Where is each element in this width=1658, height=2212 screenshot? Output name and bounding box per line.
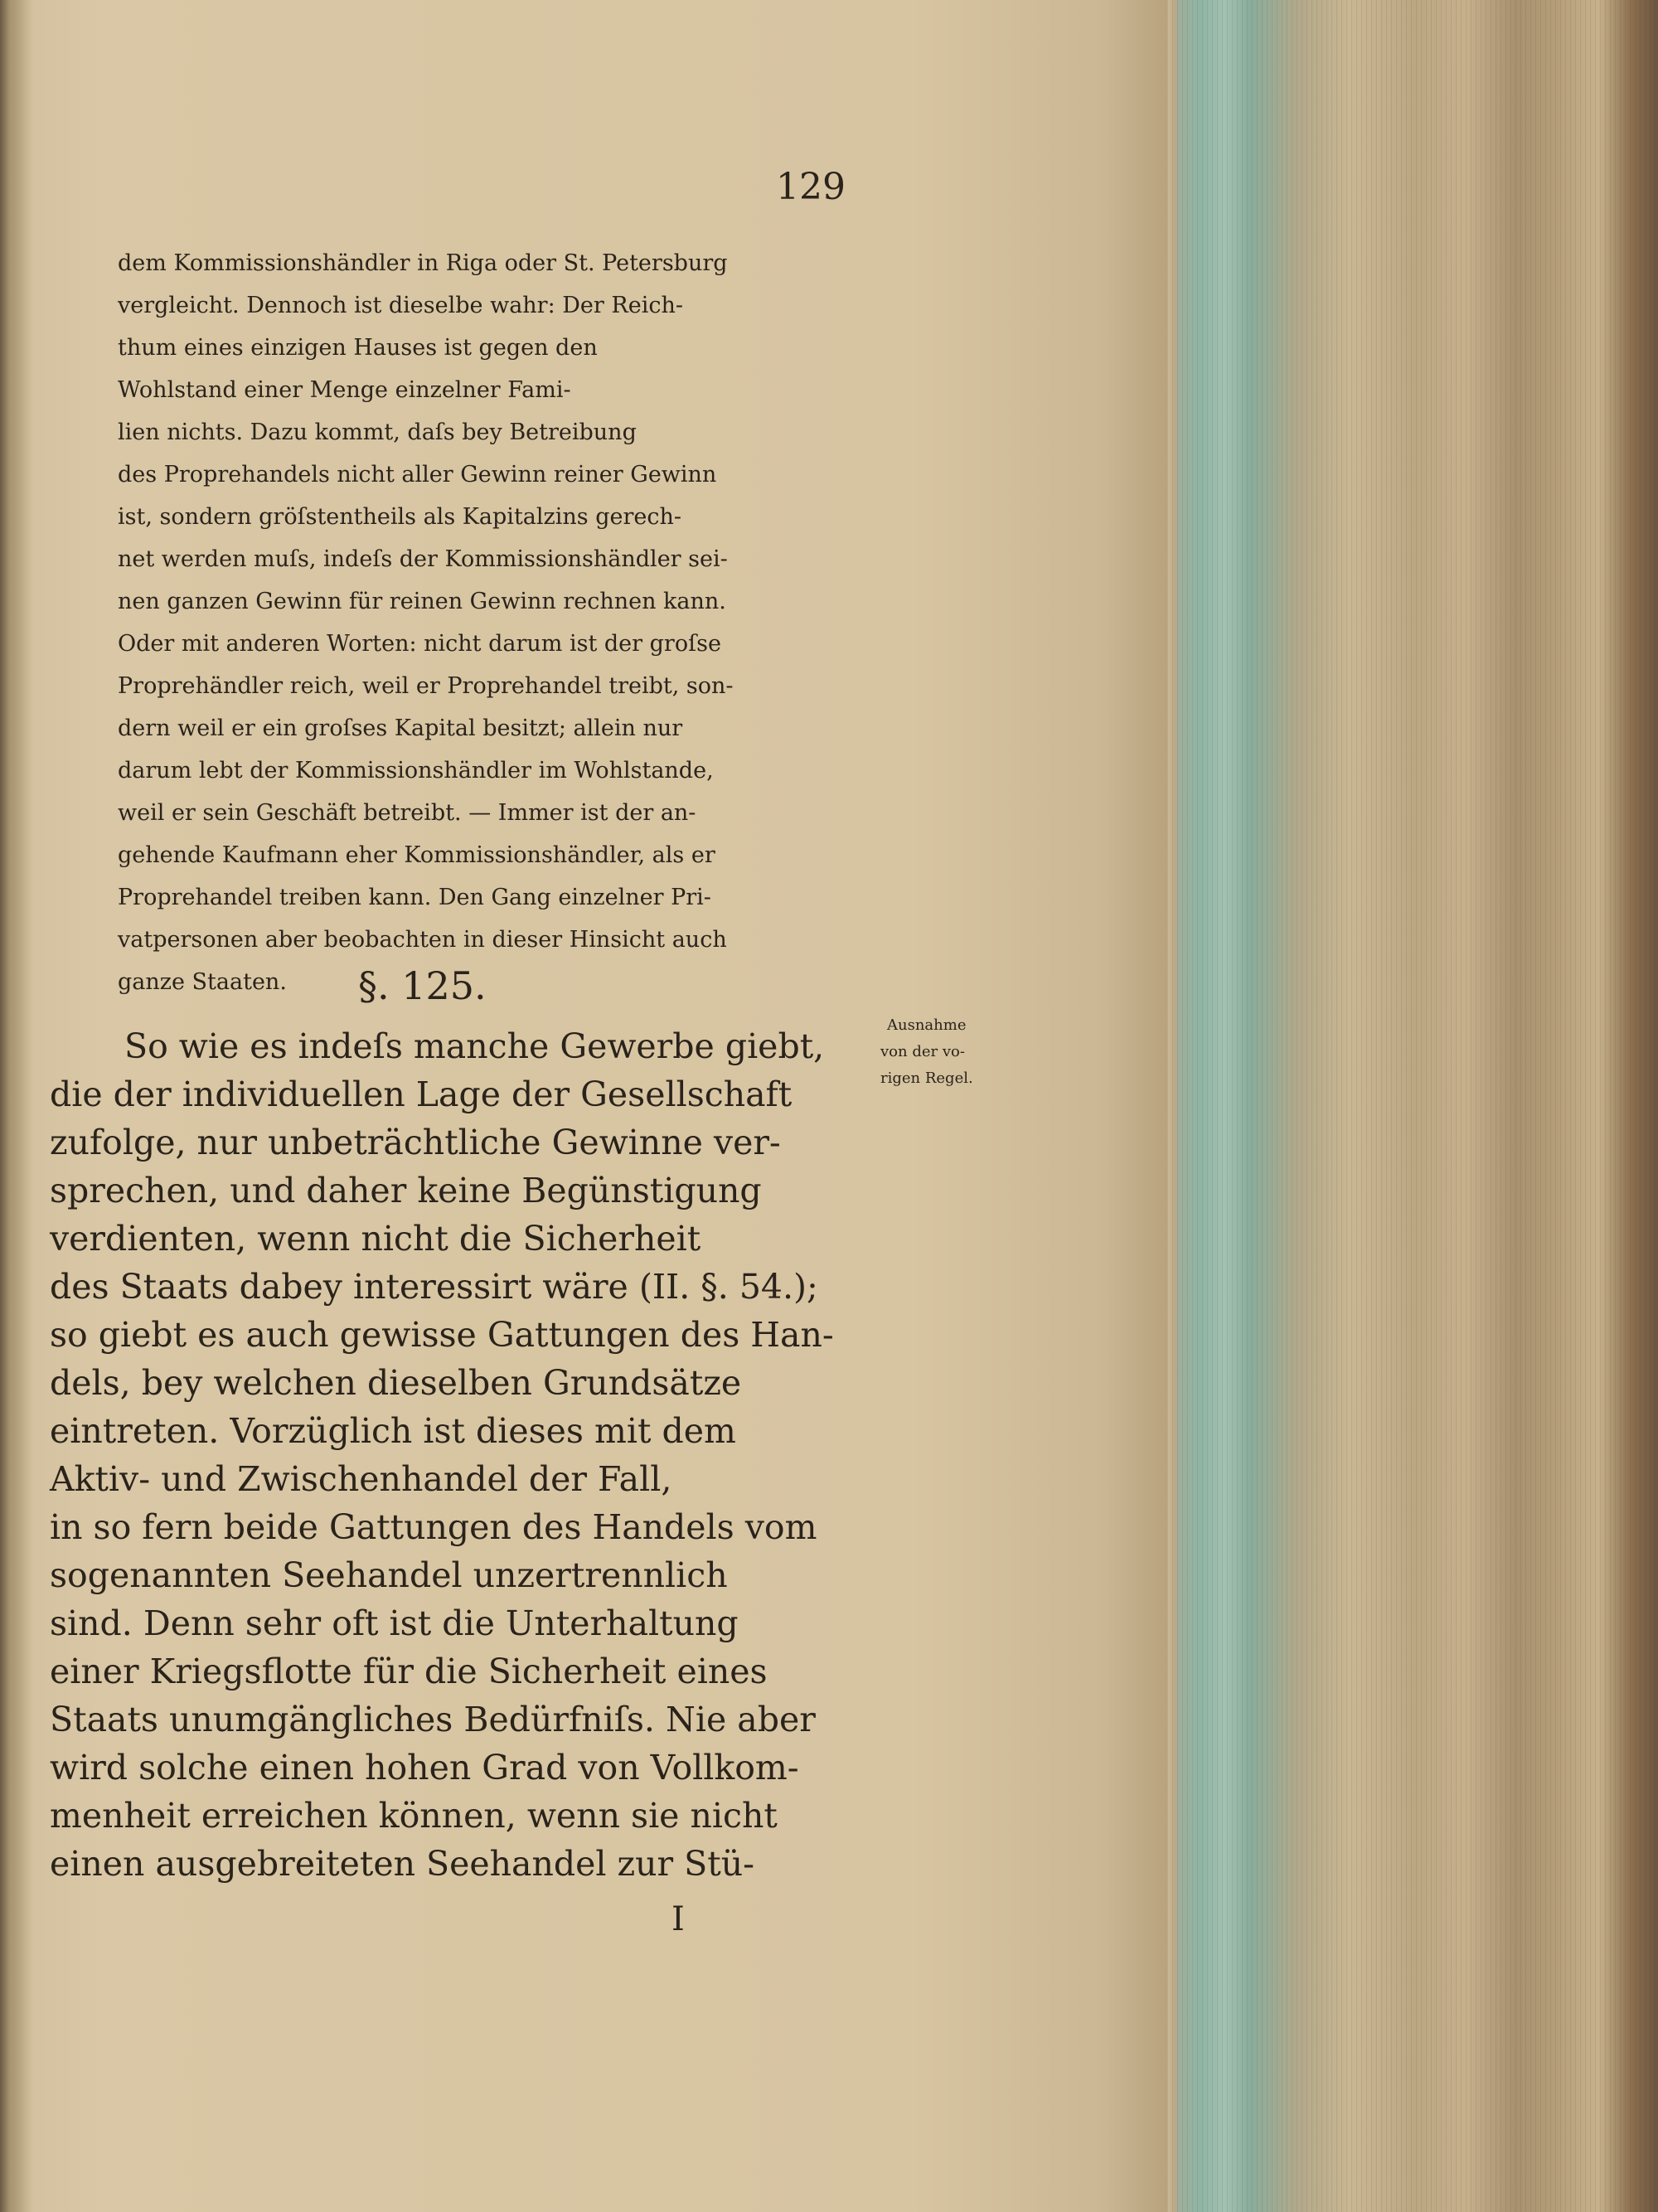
- text-line: lien nichts. Dazu kommt, daſs bey Betreibung: [118, 420, 637, 445]
- text-line: Aktiv- und Zwischenhandel der Fall,: [50, 1459, 672, 1499]
- text-line: in so fern beide Gattungen des Handels vom: [50, 1507, 817, 1547]
- text-line: wird solche einen hohen Grad von Vollkom-: [50, 1748, 799, 1788]
- text-line: sogenannten Seehandel unzertrennlich: [50, 1555, 728, 1595]
- text-line: des Proprehandels nicht aller Gewinn reiner Gewinn: [118, 462, 717, 488]
- text-line: Proprehändler reich, weil er Proprehandel treibt, son-: [118, 673, 734, 699]
- margin-note-line: Ausnahme: [887, 1016, 967, 1034]
- text-line: dern weil er ein groſses Kapital besitzt; allein nur: [118, 716, 683, 741]
- text-line: ganze Staaten.: [118, 969, 287, 995]
- text-line: sind. Denn sehr oft ist die Unterhaltung: [50, 1603, 739, 1643]
- text-line: dem Kommissionshändler in Riga oder St. Petersburg: [118, 250, 728, 276]
- text-line: menheit erreichen können, wenn sie nicht: [50, 1796, 778, 1836]
- page-edge-texture: [1167, 0, 1658, 2212]
- text-line: Proprehandel treiben kann. Den Gang einzelner Pri-: [118, 885, 711, 910]
- signature-mark: I: [671, 1900, 685, 1938]
- text-line: eintreten. Vorzüglich ist dieses mit dem: [50, 1411, 736, 1451]
- section-heading: §. 125.: [358, 963, 487, 1008]
- text-line: nen ganzen Gewinn für reinen Gewinn rechnen kann.: [118, 589, 726, 614]
- text-line: vatpersonen aber beobachten in dieser Hinsicht auch: [118, 927, 727, 953]
- text-line: so giebt es auch gewisse Gattungen des Han-: [50, 1315, 834, 1355]
- text-line: verdienten, wenn nicht die Sicherheit: [50, 1219, 701, 1259]
- margin-note-line: rigen Regel.: [880, 1070, 973, 1087]
- text-line: darum lebt der Kommissionshändler im Wohlstande,: [118, 758, 714, 783]
- text-line: So wie es indeſs manche Gewerbe giebt,: [124, 1026, 825, 1066]
- text-line: die der individuellen Lage der Gesellschaft: [50, 1074, 793, 1114]
- text-line: des Staats dabey interessirt wäre (II. §. 54.);: [50, 1267, 818, 1307]
- text-line: net werden muſs, indeſs der Kommissionshändler sei-: [118, 546, 728, 572]
- margin-note-line: von der vo-: [880, 1043, 965, 1060]
- text-line: sprechen, und daher keine Begünstigung: [50, 1171, 762, 1210]
- text-line: einer Kriegsflotte für die Sicherheit eines: [50, 1652, 768, 1691]
- text-line: vergleicht. Dennoch ist dieselbe wahr: Der Reich-: [118, 293, 683, 318]
- text-line: zufolge, nur unbeträchtliche Gewinne ver-: [50, 1123, 781, 1162]
- text-line: ist, sondern gröſstentheils als Kapitalzins gerech-: [118, 504, 681, 530]
- text-line: einen ausgebreiteten Seehandel zur Stü-: [50, 1844, 755, 1884]
- text-line: Oder mit anderen Worten: nicht darum ist der groſse: [118, 631, 721, 657]
- text-line: gehende Kaufmann eher Kommissionshändler, als er: [118, 842, 715, 868]
- page-number: 129: [776, 166, 846, 208]
- text-line: Wohlstand einer Menge einzelner Fami-: [118, 377, 571, 403]
- text-line: Staats unumgängliches Bedürfniſs. Nie aber: [50, 1700, 816, 1739]
- text-line: thum eines einzigen Hauses ist gegen den: [118, 335, 598, 361]
- gutter-shadow: [0, 0, 33, 2212]
- text-line: weil er sein Geschäft betreibt. — Immer ist der an-: [118, 800, 696, 826]
- text-line: dels, bey welchen dieselben Grundsätze: [50, 1363, 742, 1403]
